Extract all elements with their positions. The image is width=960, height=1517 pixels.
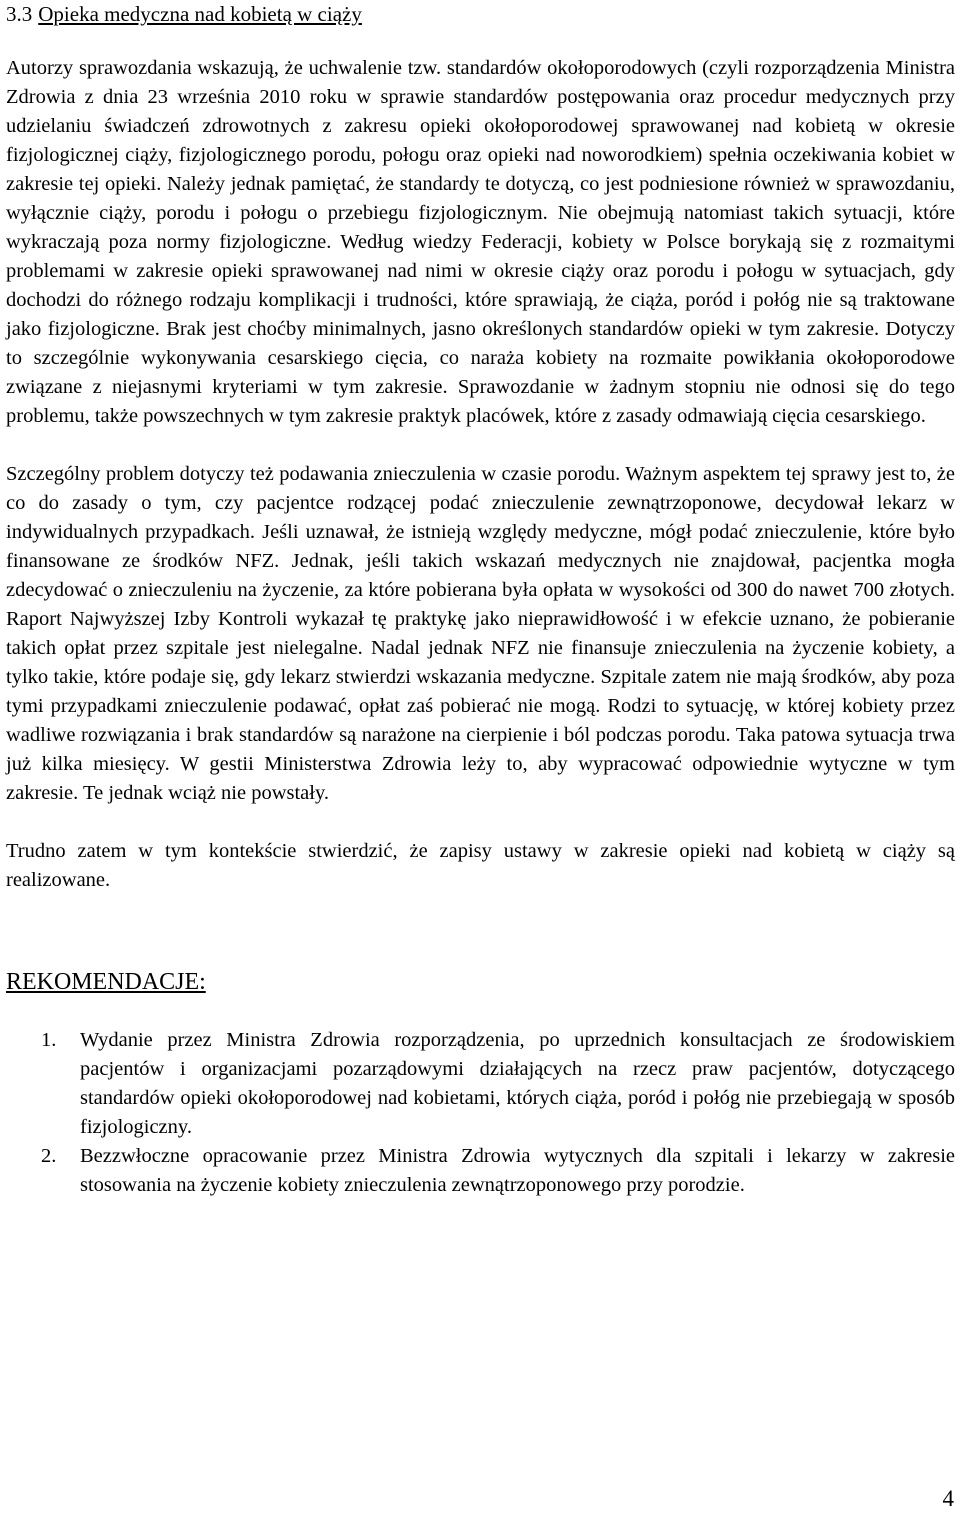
section-title: Opieka medyczna nad kobietą w ciąży — [38, 2, 362, 26]
recommendations-heading: REKOMENDACJE: — [6, 969, 206, 995]
recommendation-text: Wydanie przez Ministra Zdrowia rozporządzenia, po uprzednich konsultacjach ze środowiskiem pacjentów i organizacjami pozarządowymi działających na rzecz praw pacjentów, dotyczącego standardów opieki okołoporodowej nad kobietami, których ciąża, poród i połóg nie przebiegają w sposób fizjologiczny. — [80, 1029, 955, 1138]
page-number: 4 — [942, 1486, 954, 1511]
document-page — [6, 0, 955, 1200]
recommendation-number: 1. — [41, 1029, 57, 1051]
section-number: 3.3 — [6, 2, 33, 26]
paragraph-standards: Autorzy sprawozdania wskazują, że uchwalenie tzw. standardów okołoporodowych (czyli rozporządzenia Ministra Zdrowia z dnia 23 września 2010 roku w sprawie standardów postępowania oraz procedur medycznych przy udzielaniu świadczeń zdrowotnych z zakresu opieki okołoporodowej sprawowanej nad kobietą w okresie fizjologicznej ciąży, fizjologicznego porodu, połogu oraz opieki nad noworodkiem) spełnia oczekiwania kobiet w zakresie tej opieki. Należy jednak pamiętać, że standardy te dotyczą, co jest podniesione również w sprawozdaniu, wyłącznie ciąży, porodu i połogu o przebiegu fizjologicznym. Nie obejmują natomiast takich sytuacji, które wykraczają poza normy fizjologiczne. Według wiedzy Federacji, kobiety w Polsce borykają się z rozmaitymi problemami w zakresie opieki sprawowanej nad nimi w okresie ciąży oraz porodu i połogu w sytuacjach, gdy dochodzi do różnego rodzaju komplikacji i trudności, które sprawiają, że ciąża, poród i połóg nie są traktowane jako fizjologiczne. Brak jest choćby minimalnych, jasno określonych standardów opieki w tym zakresie. Dotyczy to szczególnie wykonywania cesarskiego cięcia, co naraża kobiety na rozmaite powikłania okołoporodowe związane z niejasnymi kryteriami w tym zakresie. Sprawozdanie w żadnym stopniu nie odnosi się do tego problemu, także powszechnych w tym zakresie praktyk placówek, które z zasady odmawiają cięcia cesarskiego. — [6, 57, 955, 427]
recommendation-item — [6, 1026, 955, 1142]
paragraph-conclusion: Trudno zatem w tym kontekście stwierdzić, że zapisy ustawy w zakresie opieki nad kobietą w ciąży są realizowane. — [6, 840, 955, 891]
recommendations-list — [6, 1026, 955, 1200]
paragraph-anesthesia: Szczególny problem dotyczy też podawania znieczulenia w czasie porodu. Ważnym aspektem tej sprawy jest to, że co do zasady o tym, czy pacjentce rodzącej podać znieczulenie zewnątrzoponowe, decydował lekarz w indywidualnych przypadkach. Jeśli uznawał, że istnieją względy medyczne, mógł podać znieczulenie, które było finansowane ze środków NFZ. Jednak, jeśli takich wskazań medycznych nie znajdował, pacjentka mogła zdecydować o znieczuleniu na życzenie, za które pobierana była opłata w wysokości od 300 do nawet 700 złotych. Raport Najwyższej Izby Kontroli wykazał tę praktykę jako nieprawidłowość i w efekcie uznano, że pobieranie takich opłat przez szpitale jest nielegalne. Nadal jednak NFZ nie finansuje znieczulenia na życzenie kobiety, a tylko takie, które podaje się, gdy lekarz stwierdzi wskazania medyczne. Szpitale zatem nie mają środków, aby poza tymi przypadkami znieczulenie podawać, opłat zaś pobierać nie mogą. Rodzi to sytuację, w której kobiety przez wadliwe rozwiązania i brak standardów są narażone na cierpienie i ból podczas porodu. Taka patowa sytuacja trwa już kilka miesięcy. W gestii Ministerstwa Zdrowia leży to, aby wypracować odpowiednie wytyczne w tym zakresie. Te jednak wciąż nie powstały. — [6, 463, 955, 804]
section-heading — [6, 0, 955, 29]
recommendation-text: Bezzwłoczne opracowanie przez Ministra Zdrowia wytycznych dla szpitali i lekarzy w zakresie stosowania na życzenie kobiety znieczulenia zewnątrzoponowego przy porodzie. — [80, 1145, 955, 1196]
recommendation-number: 2. — [41, 1145, 57, 1167]
recommendation-item — [6, 1142, 955, 1200]
